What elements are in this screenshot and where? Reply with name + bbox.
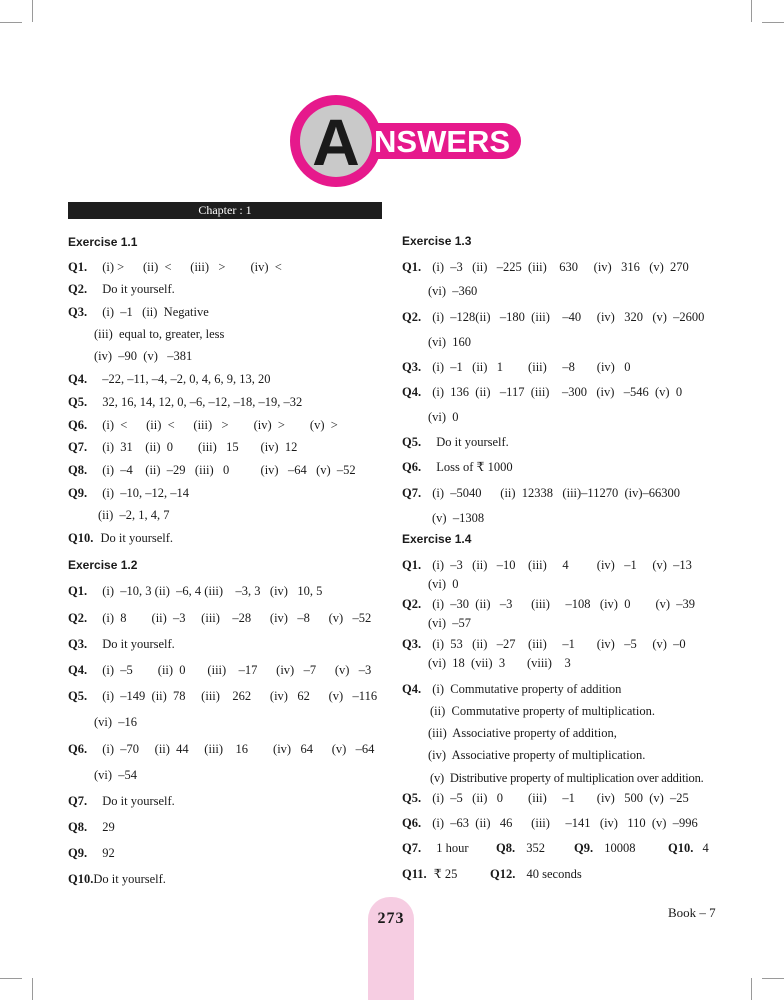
- question-label: Q7.: [68, 794, 88, 808]
- answer-line: [68, 371, 271, 387]
- answer-line: [68, 845, 115, 861]
- answer-continuation: (vi) 18 (vii) 3 (viii) 3: [428, 656, 571, 670]
- answer-continuation: (v) Distributive property of multiplication over addition.: [430, 771, 704, 785]
- answer-text: (i) –10, –12, –14: [102, 486, 190, 500]
- crop-mark: [0, 978, 22, 979]
- question-label: Q5.: [402, 435, 422, 449]
- question-label: Q3.: [402, 360, 422, 374]
- answer-line: [68, 819, 115, 835]
- answer-line: [68, 259, 282, 275]
- answer-line: [68, 636, 175, 652]
- answer-line: [402, 459, 513, 475]
- answer-continuation: (iii) equal to, greater, less: [94, 327, 225, 341]
- answer-text: 92: [102, 846, 115, 860]
- answer-line: [68, 462, 356, 478]
- answer-text: (i) 31 (ii) 0 (iii) 15 (iv) 12: [102, 440, 298, 454]
- question-label: Q4.: [68, 663, 88, 677]
- answer-text: (i) –10, 3 (ii) –6, 4 (iii) –3, 3 (iv) 10, 5: [102, 584, 323, 598]
- exercise-heading: Exercise 1.3: [402, 234, 472, 248]
- answer-line: [402, 434, 509, 450]
- answer-line: [402, 866, 457, 882]
- page-number: 273: [377, 910, 405, 927]
- exercise-heading: Exercise 1.1: [68, 235, 138, 249]
- exercise-heading: Exercise 1.4: [402, 532, 472, 546]
- question-label: Q10.: [68, 531, 94, 545]
- question-label: Q12.: [490, 867, 516, 881]
- answer-line: [574, 840, 635, 856]
- answer-text: 352: [526, 841, 545, 855]
- answer-text: Do it yourself.: [93, 872, 166, 886]
- answer-line: [402, 840, 469, 856]
- exercise-heading: Exercise 1.2: [68, 558, 138, 572]
- answer-line: [68, 793, 175, 809]
- answer-line: [68, 417, 338, 433]
- answer-line: [490, 866, 582, 882]
- answer-line: [402, 309, 704, 325]
- question-label: Q7.: [68, 440, 88, 454]
- answer-line: [402, 485, 680, 501]
- answer-text: Do it yourself.: [102, 794, 175, 808]
- chapter-banner: Chapter : 1: [68, 202, 382, 219]
- answer-text: (i) –149 (ii) 78 (iii) 262 (iv) 62 (v) –116: [102, 689, 378, 703]
- answer-continuation: (ii) –2, 1, 4, 7: [98, 508, 170, 522]
- answer-line: [68, 688, 377, 704]
- answer-text: (i) Commutative property of addition: [432, 682, 622, 696]
- question-label: Q3.: [402, 637, 422, 651]
- answer-line: [68, 741, 374, 757]
- answer-line: [402, 815, 698, 831]
- answer-text: 1 hour: [436, 841, 469, 855]
- question-label: Q6.: [402, 460, 422, 474]
- question-label: Q8.: [68, 820, 88, 834]
- answer-continuation: (vi) –54: [94, 768, 138, 782]
- answer-continuation: (vi) –16: [94, 715, 138, 729]
- question-label: Q3.: [68, 637, 88, 651]
- answer-text: Do it yourself.: [102, 282, 175, 296]
- question-label: Q9.: [68, 486, 88, 500]
- answer-text: (i) 8 (ii) –3 (iii) –28 (iv) –8 (v) –52: [102, 611, 372, 625]
- question-label: Q11.: [402, 867, 427, 881]
- answer-line: [68, 439, 297, 455]
- question-label: Q2.: [68, 282, 88, 296]
- question-label: Q7.: [402, 841, 422, 855]
- answer-line: [68, 485, 189, 501]
- answer-text: (i) < (ii) < (iii) > (iv) > (v) >: [102, 418, 338, 432]
- answer-text: 10008: [604, 841, 636, 855]
- question-label: Q5.: [68, 689, 88, 703]
- crop-mark: [0, 22, 22, 23]
- answer-text: –22, –11, –4, –2, 0, 4, 6, 9, 13, 20: [102, 372, 271, 386]
- question-label: Q10.: [668, 841, 694, 855]
- answer-line: [496, 840, 545, 856]
- question-label: Q1.: [68, 584, 88, 598]
- logo-text: NSWERS: [374, 124, 511, 159]
- answer-text: 40 seconds: [526, 867, 582, 881]
- question-label: Q7.: [402, 486, 422, 500]
- answer-continuation: (vi) 0: [428, 577, 459, 591]
- answer-line: [68, 394, 302, 410]
- question-label: Q8.: [496, 841, 516, 855]
- answer-line: [402, 259, 689, 275]
- answer-text: Do it yourself.: [102, 637, 175, 651]
- crop-mark: [32, 978, 33, 1000]
- question-label: Q6.: [402, 816, 422, 830]
- answer-text: ₹ 25: [433, 867, 458, 881]
- question-label: Q4.: [402, 385, 422, 399]
- answer-line: [402, 359, 630, 375]
- answer-line: [68, 610, 371, 626]
- answer-continuation: (iv) –90 (v) –381: [94, 349, 193, 363]
- answer-text: (i) –5 (ii) 0 (iii) –1 (iv) 500 (v) –25: [432, 791, 689, 805]
- question-label: Q6.: [68, 742, 88, 756]
- question-label: Q1.: [68, 260, 88, 274]
- answer-text: (i) –4 (ii) –29 (iii) 0 (iv) –64 (v) –52: [102, 463, 356, 477]
- answer-continuation: (vi) 0: [428, 410, 459, 424]
- answer-line: [68, 871, 166, 887]
- question-label: Q1.: [402, 260, 422, 274]
- answer-text: (i) –1 (ii) Negative: [102, 305, 209, 319]
- crop-mark: [762, 22, 784, 23]
- question-label: Q4.: [402, 682, 422, 696]
- answer-line: [402, 557, 692, 573]
- answer-text: (i) –3 (ii) –10 (iii) 4 (iv) –1 (v) –13: [432, 558, 692, 572]
- question-label: Q2.: [68, 611, 88, 625]
- answer-line: [402, 596, 695, 612]
- question-label: Q10.: [68, 872, 94, 886]
- question-label: Q1.: [402, 558, 422, 572]
- answer-continuation: (vi) 160: [428, 335, 472, 349]
- question-label: Q8.: [68, 463, 88, 477]
- crop-mark: [751, 0, 752, 22]
- answer-text: (i) –30 (ii) –3 (iii) –108 (iv) 0 (v) –39: [432, 597, 696, 611]
- book-label: Book – 7: [668, 905, 716, 920]
- answer-text: (i) –3 (ii) –225 (iii) 630 (iv) 316 (v) 270: [432, 260, 689, 274]
- question-label: Q2.: [402, 310, 422, 324]
- answer-line: [68, 530, 173, 546]
- answer-text: (i) > (ii) < (iii) > (iv) <: [102, 260, 282, 274]
- answer-text: 32, 16, 14, 12, 0, –6, –12, –18, –19, –32: [102, 395, 303, 409]
- answer-continuation: (v) –1308: [432, 511, 485, 525]
- question-label: Q9.: [574, 841, 594, 855]
- logo-letter: A: [312, 105, 360, 179]
- question-label: Q9.: [68, 846, 88, 860]
- question-label: Q2.: [402, 597, 422, 611]
- answer-line: [402, 790, 689, 806]
- answers-logo: [290, 95, 525, 190]
- answer-line: [402, 681, 621, 697]
- answer-text: (i) –1 (ii) 1 (iii) –8 (iv) 0: [432, 360, 631, 374]
- crop-mark: [751, 978, 752, 1000]
- crop-mark: [762, 978, 784, 979]
- answer-text: (i) 53 (ii) –27 (iii) –1 (iv) –5 (v) –0: [432, 637, 686, 651]
- question-label: Q5.: [68, 395, 88, 409]
- answer-text: 4: [702, 841, 709, 855]
- answer-text: 29: [102, 820, 115, 834]
- answer-continuation: (vi) –57: [428, 616, 472, 630]
- question-label: Q6.: [68, 418, 88, 432]
- answer-text: (i) –63 (ii) 46 (iii) –141 (iv) 110 (v) –996: [432, 816, 698, 830]
- answer-line: [68, 281, 175, 297]
- answer-line: [68, 304, 209, 320]
- answer-line: [68, 662, 371, 678]
- answer-continuation: (iv) Associative property of multiplication.: [428, 748, 646, 762]
- answer-text: Do it yourself.: [436, 435, 509, 449]
- answer-text: (i) –70 (ii) 44 (iii) 16 (iv) 64 (v) –64: [102, 742, 375, 756]
- answer-line: [668, 840, 709, 856]
- answer-continuation: (vi) –360: [428, 284, 478, 298]
- question-label: Q4.: [68, 372, 88, 386]
- answer-line: [68, 583, 322, 599]
- answer-line: [402, 384, 682, 400]
- answer-text: (i) –5040 (ii) 12338 (iii)–11270 (iv)–66300: [432, 486, 681, 500]
- answer-text: Loss of ₹ 1000: [436, 460, 513, 474]
- answer-text: (i) 136 (ii) –117 (iii) –300 (iv) –546 (v) 0: [432, 385, 683, 399]
- answer-text: (i) –5 (ii) 0 (iii) –17 (iv) –7 (v) –3: [102, 663, 372, 677]
- answer-continuation: (ii) Commutative property of multiplication.: [430, 704, 655, 718]
- answer-text: Do it yourself.: [100, 531, 174, 545]
- crop-mark: [32, 0, 33, 22]
- answer-continuation: (iii) Associative property of addition,: [428, 726, 617, 740]
- answer-line: [402, 636, 686, 652]
- question-label: Q5.: [402, 791, 422, 805]
- answer-text: (i) –128(ii) –180 (iii) –40 (iv) 320 (v) –2600: [432, 310, 705, 324]
- question-label: Q3.: [68, 305, 88, 319]
